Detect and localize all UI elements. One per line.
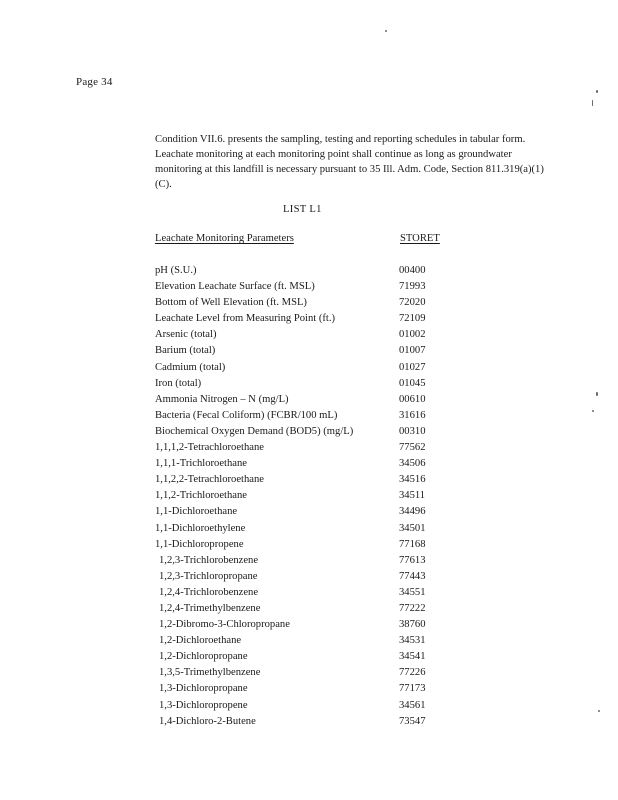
parameter-name: 1,1-Dichloropropene	[155, 538, 244, 550]
table-row	[155, 553, 455, 569]
parameter-name: 1,1-Dichloroethane	[155, 506, 238, 518]
table-row	[155, 360, 455, 376]
table-row	[155, 537, 455, 553]
parameter-name: 1,3,5-Trimethylbenzene	[159, 667, 261, 679]
table-row	[155, 456, 455, 472]
parameter-name: 1,2,3-Trichlorobenzene	[159, 554, 259, 566]
parameter-name: 1,2-Dibromo-3-Chloropropane	[159, 619, 290, 631]
table-row	[155, 665, 455, 681]
parameter-name: Cadmium (total)	[155, 361, 226, 373]
parameter-name: Bacteria (Fecal Coliform) (FCBR/100 mL)	[155, 409, 338, 421]
table-row	[155, 504, 455, 520]
parameter-name: pH (S.U.)	[155, 265, 197, 276]
table-row	[155, 311, 455, 327]
storet-code: 01045	[399, 377, 426, 389]
storet-code: 00400	[399, 265, 426, 276]
table-row	[155, 698, 455, 714]
scan-speck	[592, 410, 594, 412]
table-row	[155, 295, 455, 311]
storet-code: 34531	[399, 635, 426, 647]
parameter-name: 1,1,2,2-Tetrachloroethane	[155, 474, 264, 486]
storet-code: 00610	[399, 393, 426, 405]
parameter-name: 1,2,4-Trichlorobenzene	[159, 586, 259, 598]
table-row	[155, 617, 455, 633]
parameter-name: 1,2-Dichloropropane	[159, 651, 248, 663]
table-row	[155, 488, 455, 504]
parameter-name: Bottom of Well Elevation (ft. MSL)	[155, 297, 307, 309]
page-number: Page 34	[76, 76, 113, 88]
storet-code: 34496	[399, 506, 426, 518]
storet-code: 72109	[399, 313, 426, 325]
parameter-name: 1,3-Dichloropropane	[159, 683, 248, 695]
parameter-name: Arsenic (total)	[155, 329, 217, 341]
parameter-name: 1,2,3-Trichloropropane	[159, 570, 258, 582]
storet-code: 34511	[399, 490, 426, 502]
parameter-name: Biochemical Oxygen Demand (BOD5) (mg/L)	[155, 425, 354, 437]
scan-speck	[592, 100, 593, 106]
storet-code: 01007	[399, 345, 426, 357]
storet-code: 34506	[399, 458, 426, 470]
table-row	[155, 392, 455, 408]
table-row	[155, 263, 455, 279]
parameter-name: 1,1,2-Trichloroethane	[155, 490, 247, 502]
storet-code: 38760	[399, 619, 426, 631]
parameter-name: 1,4-Dichloro-2-Butene	[159, 715, 256, 727]
storet-code: 77613	[399, 554, 426, 566]
header-parameter: Leachate Monitoring Parameters	[155, 233, 294, 244]
parameter-name: 1,2,4-Trimethylbenzene	[159, 602, 261, 614]
storet-code: 77168	[399, 538, 426, 550]
table-row	[155, 521, 455, 537]
table-row	[155, 327, 455, 343]
storet-code: 34561	[399, 699, 426, 711]
scan-speck	[596, 90, 598, 93]
table-row	[155, 279, 455, 295]
storet-code: 77222	[399, 602, 426, 614]
table-row	[155, 681, 455, 697]
parameter-list	[155, 263, 455, 730]
storet-code: 01002	[399, 329, 426, 341]
parameter-name: 1,1,1,2-Tetrachloroethane	[155, 442, 264, 454]
table-row	[155, 440, 455, 456]
storet-code: 77173	[399, 683, 426, 695]
storet-code: 77562	[399, 442, 426, 454]
storet-code: 77226	[399, 667, 426, 679]
storet-code: 71993	[399, 281, 426, 293]
table-row	[155, 569, 455, 585]
storet-code: 34516	[399, 474, 426, 486]
parameter-name: 1,3-Dichloropropene	[159, 699, 248, 711]
storet-code: 31616	[399, 409, 426, 421]
table-row	[155, 472, 455, 488]
table-row	[155, 424, 455, 440]
parameter-name: Elevation Leachate Surface (ft. MSL)	[155, 281, 315, 293]
table-row	[155, 585, 455, 601]
intro-paragraph: Condition VII.6. presents the sampling, testing and reporting schedules in tabular form. Leachate monitoring at each monitoring point shall continue as long as groundwater monitoring at this landfill is necessary pursuant to 35 Ill. Adm. Code, Section 811.319(a)(1)(C).	[155, 134, 544, 190]
parameter-name: Leachate Level from Measuring Point (ft.)	[155, 313, 336, 325]
parameter-name: 1,1,1-Trichloroethane	[155, 458, 247, 470]
storet-code: 00310	[399, 425, 426, 437]
header-storet: STORET	[400, 233, 440, 244]
parameter-name: Iron (total)	[155, 377, 202, 389]
table-row	[155, 601, 455, 617]
storet-code: 34551	[399, 586, 426, 598]
storet-code: 73547	[399, 715, 426, 727]
parameter-name: 1,1-Dichloroethylene	[155, 522, 246, 534]
scan-speck	[598, 710, 600, 712]
parameter-name: 1,2-Dichloroethane	[159, 635, 242, 647]
list-title: LIST L1	[283, 204, 322, 215]
table-row	[155, 649, 455, 665]
parameter-name: Ammonia Nitrogen – N (mg/L)	[155, 393, 289, 405]
storet-code: 77443	[399, 570, 426, 582]
storet-code: 01027	[399, 361, 426, 373]
storet-code: 72020	[399, 297, 426, 309]
table-row	[155, 343, 455, 359]
table-row	[155, 633, 455, 649]
table-row	[155, 714, 455, 730]
storet-code: 34541	[399, 651, 426, 663]
scan-speck	[596, 392, 598, 396]
storet-code: 34501	[399, 522, 426, 534]
scan-speck	[385, 30, 387, 32]
parameter-name: Barium (total)	[155, 345, 216, 357]
table-row	[155, 376, 455, 392]
table-row	[155, 408, 455, 424]
